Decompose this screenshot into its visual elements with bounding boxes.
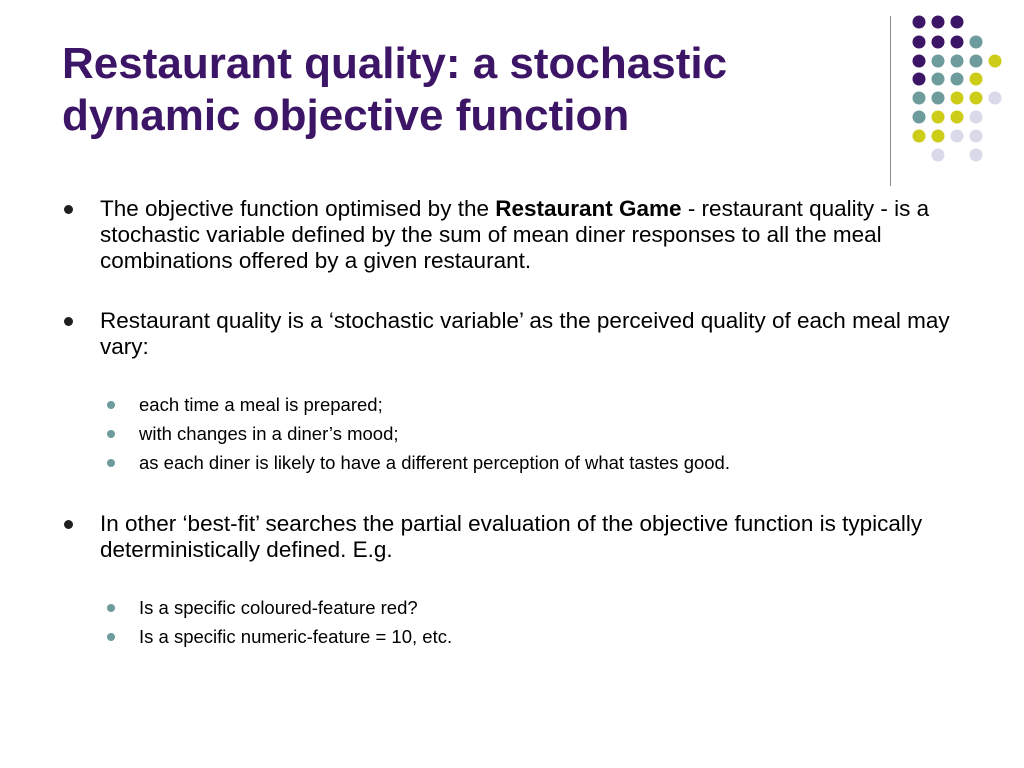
decor-dot (932, 149, 945, 162)
bullet-dot-icon (64, 205, 73, 214)
decor-dot (913, 55, 926, 68)
sub-bullet-text: Is a specific coloured-feature red? (139, 597, 418, 618)
decor-dot (989, 92, 1002, 105)
sub-bullet-dot-icon (107, 430, 115, 438)
bullet-1-text-bold: Restaurant Game (495, 196, 682, 221)
decor-dot (913, 36, 926, 49)
decor-dot (951, 73, 964, 86)
decor-dot (951, 55, 964, 68)
decor-dot (951, 130, 964, 143)
title-line-2: dynamic objective function (62, 91, 630, 140)
sub-bullet-item (139, 390, 979, 419)
bullet-item-1 (100, 196, 970, 274)
sub-bullet-item (139, 448, 979, 477)
decor-dot (970, 36, 983, 49)
sub-bullet-dot-icon (107, 633, 115, 641)
sub-bullet-item (139, 622, 979, 651)
decor-dot (951, 36, 964, 49)
decor-dot (913, 73, 926, 86)
slide-body (0, 196, 1024, 651)
bullet-3-text: In other ‘best-fit’ searches the partial evaluation of the objective function is typically deterministically defined. E.g. (100, 511, 923, 562)
decor-dot (970, 92, 983, 105)
bullet-dot-icon (64, 317, 73, 326)
decor-dot (970, 111, 983, 124)
decor-dot (913, 92, 926, 105)
bullet-1-text-pre: The objective function optimised by the (100, 196, 496, 221)
decor-dot (970, 149, 983, 162)
bullet-1-text-post: - restaurant quality - is a stochastic variable defined by the sum of mean diner responses to all the meal combinations offered by a given restaurant. (100, 196, 930, 273)
decor-dot (970, 73, 983, 86)
decor-dot (913, 130, 926, 143)
decor-dot (970, 55, 983, 68)
decor-dot (932, 92, 945, 105)
decor-dot (970, 130, 983, 143)
decor-dot (932, 130, 945, 143)
dot-grid-icon (0, 0, 1024, 200)
decor-dot (989, 55, 1002, 68)
sub-bullet-text: with changes in a diner’s mood; (139, 423, 399, 444)
decor-dot (913, 16, 926, 29)
decor-dot (913, 111, 926, 124)
decor-dot (932, 55, 945, 68)
decor-dot (951, 111, 964, 124)
decor-dot (932, 36, 945, 49)
decor-dot (932, 73, 945, 86)
sub-bullet-item (139, 593, 979, 622)
sub-bullet-dot-icon (107, 459, 115, 467)
decor-dot (951, 92, 964, 105)
bullet-item-2 (100, 308, 970, 360)
title-line-1: Restaurant quality: a stochastic (62, 39, 728, 88)
sub-bullet-item (139, 419, 979, 448)
bullet-dot-icon (64, 520, 73, 529)
sub-bullet-text: Is a specific numeric-feature = 10, etc. (139, 626, 453, 647)
bullet-item-3 (100, 511, 970, 563)
sub-bullet-dot-icon (107, 604, 115, 612)
decor-dot (951, 16, 964, 29)
decor-dot (932, 111, 945, 124)
bullet-2-text: Restaurant quality is a ‘stochastic variable’ as the perceived quality of each meal may vary: (100, 308, 950, 359)
sub-bullet-text: as each diner is likely to have a different perception of what tastes good. (139, 452, 730, 473)
sub-bullet-dot-icon (107, 401, 115, 409)
decor-dot (932, 16, 945, 29)
sub-bullet-text: each time a meal is prepared; (139, 394, 383, 415)
